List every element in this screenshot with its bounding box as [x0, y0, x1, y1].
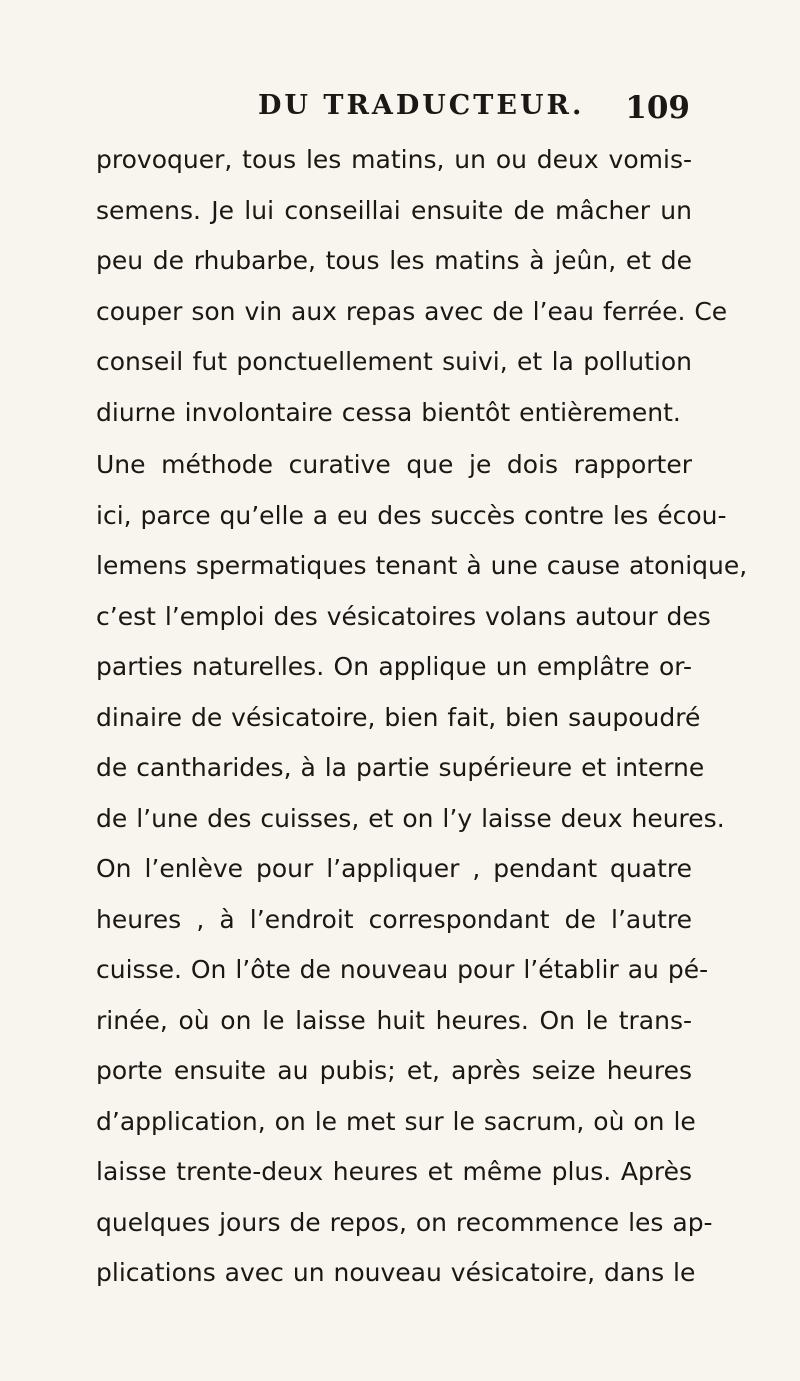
text-line: diurne involontaire cessa bientôt entièrement. [96, 397, 681, 427]
text-line: plications avec un nouveau vésicatoire, dans le [96, 1258, 696, 1287]
text-line: porte ensuite au pubis; et, après seize heures [96, 1056, 692, 1085]
text-line: c’est l’emploi des vésicatoires volans autour des [96, 601, 711, 631]
running-head [258, 90, 690, 130]
text-line: de cantharides, à la partie supérieure et interne [96, 753, 705, 782]
text-line: semens. Je lui conseillai ensuite de mâcher un [96, 195, 692, 225]
text-line: cuisse. On l’ôte de nouveau pour l’établir au pé- [96, 955, 709, 984]
text-line: laisse trente-deux heures et même plus. Après [96, 1157, 692, 1186]
text-line: lemens spermatiques tenant à une cause atonique, [96, 551, 748, 580]
text-line: d’application, on le met sur le sacrum, où on le [96, 1106, 696, 1136]
paragraph-2 [96, 440, 748, 1299]
text-line: ici, parce qu’elle a eu des succès contre les écou- [96, 500, 727, 530]
text-line: heures , à l’endroit correspondant de l’autre [96, 904, 692, 934]
text-line: couper son vin aux repas avec de l’eau ferrée. Ce [96, 296, 728, 326]
text-line: parties naturelles. On applique un emplâtre or- [96, 652, 692, 681]
text-line: quelques jours de repos, on recommence les ap- [96, 1207, 713, 1237]
text-line: dinaire de vésicatoire, bien fait, bien saupoudré [96, 702, 701, 732]
text-line: Une méthode curative que je dois rapporter [96, 450, 692, 479]
text-line: rinée, où on le laisse huit heures. On le trans- [96, 1005, 692, 1035]
text-line: conseil fut ponctuellement suivi, et la pollution [96, 347, 692, 376]
text-line: provoquer, tous les matins, un ou deux vomis- [96, 145, 692, 174]
text-line: de l’une des cuisses, et on l’y laisse deux heures. [96, 803, 725, 833]
paragraph-1 [96, 135, 728, 438]
text-line: peu de rhubarbe, tous les matins à jeûn, et de [96, 246, 692, 275]
text-line: On l’enlève pour l’appliquer , pendant quatre [96, 854, 692, 883]
running-head-title: DU TRADUCTEUR. [258, 90, 585, 121]
page-number: 109 [625, 90, 690, 126]
